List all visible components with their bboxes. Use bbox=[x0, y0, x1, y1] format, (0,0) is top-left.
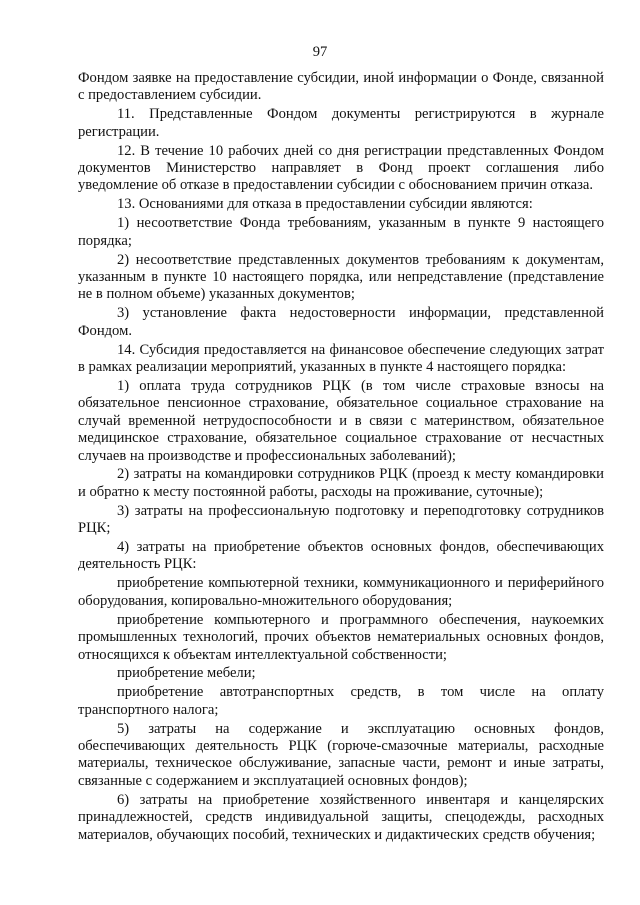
paragraph: 6) затраты на приобретение хозяйственного инвентаря и канцелярских принадлежностей, средств индивидуальной защиты, спецодежды, расходных материалов, обучающих пособий, технических и дидактических средств обучения; bbox=[78, 791, 604, 843]
paragraph: приобретение автотранспортных средств, в том числе на оплату транспортного налога; bbox=[78, 684, 604, 718]
paragraph: 1) оплата труда сотрудников РЦК (в том числе страховые взносы на обязательное пенсионное страхование, обязательное социальное страхование на случай временной нетрудоспособности и в связи с материнством, обязательное медицинское страхование, обязательное социальное страхование от несчастных случаев на производстве и профессиональных заболеваний); bbox=[78, 377, 604, 464]
paragraph: приобретение компьютерного и программного обеспечения, наукоемких промышленных технологий, прочих объектов нематериальных основных фондов, относящихся к объектам интеллектуальной собственности; bbox=[78, 611, 604, 663]
page-number: 97 bbox=[312, 44, 328, 60]
paragraph: 12. В течение 10 рабочих дней со дня регистрации представленных Фондом документов Министерство направляет в Фонд проект соглашения либо уведомление об отказе в предоставлении субсидии с обоснованием причин отказа. bbox=[78, 142, 604, 194]
paragraph: 2) несоответствие представленных документов требованиям к документам, указанным в пункте 10 настоящего порядка, или непредставление (представление не в полном объеме) указанных документов; bbox=[78, 251, 604, 303]
paragraph: 2) затраты на командировки сотрудников РЦК (проезд к месту командировки и обратно к месту постоянной работы, расходы на проживание, суточные); bbox=[78, 466, 604, 500]
paragraph: 3) установление факта недостоверности информации, представленной Фондом. bbox=[78, 305, 604, 339]
paragraph: 4) затраты на приобретение объектов основных фондов, обеспечивающих деятельность РЦК: bbox=[78, 539, 604, 573]
paragraph: приобретение компьютерной техники, коммуникационного и периферийного оборудования, копировально-множительного оборудования; bbox=[78, 575, 604, 609]
paragraph: Фондом заявке на предоставление субсидии, иной информации о Фонде, связанной с предоставлением субсидии. bbox=[78, 70, 604, 104]
paragraph: 5) затраты на содержание и эксплуатацию основных фондов, обеспечивающих деятельность РЦК (горюче-смазочные материалы, расходные материалы, техническое обслуживание, запасные части, ремонт и иные затраты, связанные с содержанием и эксплуатацией основных фондов); bbox=[78, 720, 604, 789]
paragraph: 14. Субсидия предоставляется на финансовое обеспечение следующих затрат в рамках реализации мероприятий, указанных в пункте 4 настоящего порядка: bbox=[78, 341, 604, 375]
document-body bbox=[78, 70, 604, 845]
paragraph: 1) несоответствие Фонда требованиям, указанным в пункте 9 настоящего порядка; bbox=[78, 215, 604, 249]
paragraph: приобретение мебели; bbox=[117, 665, 256, 682]
paragraph: 3) затраты на профессиональную подготовку и переподготовку сотрудников РЦК; bbox=[78, 502, 604, 537]
paragraph: 11. Представленные Фондом документы регистрируются в журнале регистрации. bbox=[78, 106, 604, 140]
paragraph: 13. Основаниями для отказа в предоставлении субсидии являются: bbox=[117, 196, 533, 213]
